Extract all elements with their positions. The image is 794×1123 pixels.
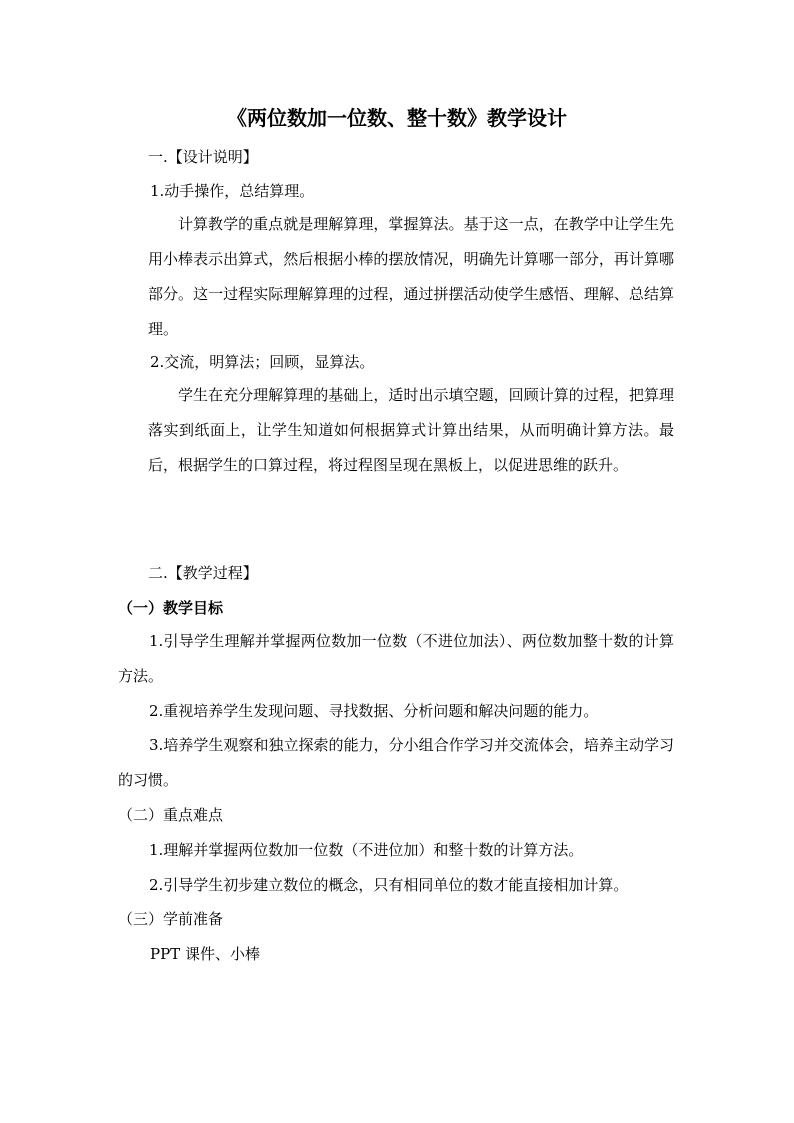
subheading-preparation: （三）学前准备: [118, 910, 224, 928]
preparation-materials: PPT 课件、小棒: [150, 945, 260, 963]
section-heading-design-notes: 一.【设计说明】: [148, 148, 258, 166]
key-point-2: 2.引导学生初步建立数位的概念，只有相同单位的数才能直接相加计算。: [149, 876, 629, 894]
goal-item-3: 3.培养学生观察和独立探索的能力，分小组合作学习并交流体会，培养主动学习的习惯。: [118, 736, 674, 789]
paragraph-exchange: 学生在充分理解算理的基础上，适时出示填空题，回顾计算的过程，把算理落实到纸面上，让学生知道如何根据算式计算出结果，从而明确计算方法。最后，根据学生的口算过程，将过程图呈现在黑板上，以促进思维的跃升。: [148, 386, 674, 474]
goal-item-2: 2.重视培养学生发现问题、寻找数据、分析问题和解决问题的能力。: [149, 702, 599, 720]
subheading-teaching-goals: （一）教学目标: [118, 599, 224, 617]
section-heading-teaching-process: 二.【教学过程】: [148, 564, 258, 582]
paragraph-hands-on: 计算教学的重点就是理解算理，掌握算法。基于这一点，在教学中让学生先用小棒表示出算式，然后根据小棒的摆放情况，明确先计算哪一部分，再计算哪部分。这一过程实际理解算理的过程，通过拼摆活动使学生感悟、理解、总结算理。: [148, 215, 674, 338]
item-heading-hands-on: 1.动手操作，总结算理。: [150, 182, 315, 200]
goal-item-1: 1.引导学生理解并掌握两位数加一位数（不进位加法）、两位数加整十数的计算方法。: [118, 632, 674, 685]
key-point-1: 1.理解并掌握两位数加一位数（不进位加）和整十数的计算方法。: [149, 841, 584, 859]
item-heading-exchange: 2.交流，明算法；回顾，显算法。: [150, 353, 375, 371]
subheading-key-points: （二）重点难点: [118, 806, 224, 824]
document-title: 《两位数加一位数、整十数》教学设计: [227, 106, 567, 130]
